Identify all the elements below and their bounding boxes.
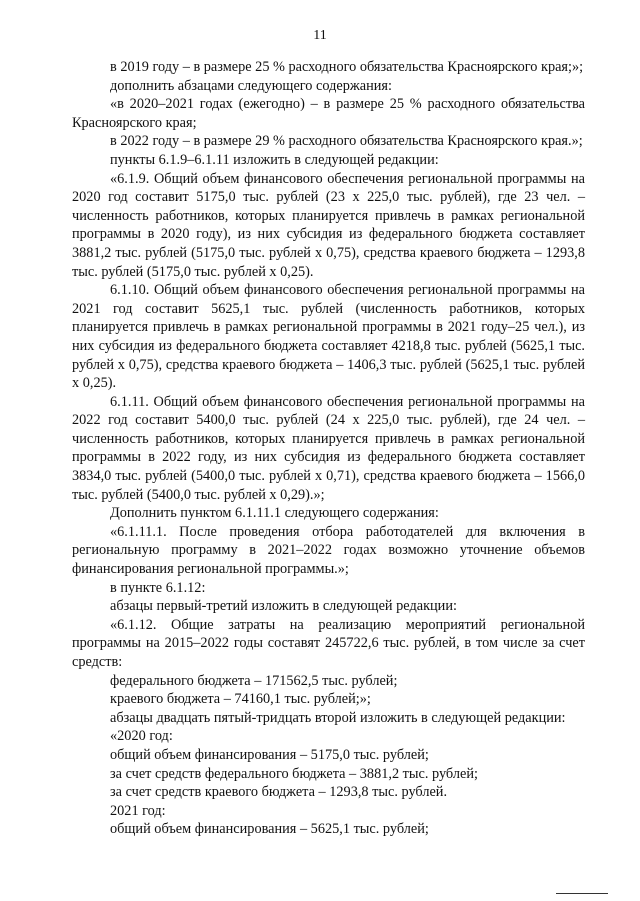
paragraph: за счет средств федерального бюджета – 3881,2 тыс. рублей; — [110, 765, 478, 782]
paragraph: абзацы двадцать пятый-тридцать второй изложить в следующей редакции: — [110, 709, 566, 726]
paragraph: дополнить абзацами следующего содержания: — [110, 77, 392, 94]
paragraph: за счет средств краевого бюджета – 1293,8 тыс. рублей. — [110, 784, 448, 801]
paragraph: краевого бюджета – 74160,1 тыс. рублей;»; — [110, 691, 371, 708]
page-number: 11 — [313, 28, 327, 43]
document-body — [72, 58, 585, 839]
paragraph: в 2022 году – в размере 29 % расходного обязательства Красноярского края.»; — [110, 133, 583, 150]
paragraph: Дополнить пунктом 6.1.11.1 следующего содержания: — [110, 505, 439, 522]
paragraph: пункты 6.1.9–6.1.11 изложить в следующей редакции: — [110, 151, 439, 168]
paragraph: «6.1.11.1. После проведения отбора работодателей для включения в региональную программу в 2021–2022 годах возможно уточнение объемов финансирования региональной программы.»; — [72, 523, 585, 578]
footer-rule — [556, 893, 608, 894]
paragraph: «6.1.9. Общий объем финансового обеспечения региональной программы на 2020 год составит 5175,0 тыс. рублей (23 х 225,0 тыс. рублей), где 23 чел. – численность работников, которых планируется привлечь в рамках региональной программы в 2020 году), из них субсидия из федерального бюджета составляет 3881,2 тыс. рублей (5175,0 тыс. рублей х 0,75), средства краевого бюджета – 1293,8 тыс. рублей (5175,0 тыс. рублей х 0,25). — [72, 170, 585, 280]
paragraph: абзацы первый-третий изложить в следующей редакции: — [110, 598, 457, 615]
paragraph: общий объем финансирования – 5625,1 тыс. рублей; — [110, 821, 429, 838]
paragraph: «2020 год: — [110, 728, 173, 745]
paragraph: общий объем финансирования – 5175,0 тыс. рублей; — [110, 746, 429, 763]
paragraph: 6.1.10. Общий объем финансового обеспечения региональной программы на 2021 год составит 5625,1 тыс. рублей (численность работников, которых планируется привлечь в рамках региональной программы в 2021 году–25 чел.), из них субсидия из федерального бюджета составляет 4218,8 тыс. рублей (5625,1 тыс. рублей х 0,75), средства краевого бюджета – 1406,3 тыс. рублей (5625,1 тыс. рублей х 0,25). — [72, 282, 585, 392]
paragraph: в пункте 6.1.12: — [110, 579, 206, 596]
paragraph: 2021 год: — [110, 802, 166, 819]
paragraph: «в 2020–2021 годах (ежегодно) – в размере 25 % расходного обязательства Красноярского края; — [72, 96, 585, 131]
paragraph: «6.1.12. Общие затраты на реализацию мероприятий региональной программы на 2015–2022 годы составят 245722,6 тыс. рублей, в том числе за счет средств: — [72, 616, 585, 670]
paragraph: федерального бюджета – 171562,5 тыс. рублей; — [110, 672, 398, 689]
paragraph: в 2019 году – в размере 25 % расходного обязательства Красноярского края;»; — [110, 59, 584, 75]
paragraph: 6.1.11. Общий объем финансового обеспечения региональной программы на 2022 год составит 5400,0 тыс. рублей (24 х 225,0 тыс. рублей), где 24 чел. – численность работников, которых планируется привлечь в рамках региональной программы в 2022 году, из них субсидия из федерального бюджета составляет 3834,0 тыс. рублей (5400,0 тыс. рублей х 0,71), средства краевого бюджета – 1566,0 тыс. рублей (5400,0 тыс. рублей х 0,29).»; — [72, 393, 585, 503]
